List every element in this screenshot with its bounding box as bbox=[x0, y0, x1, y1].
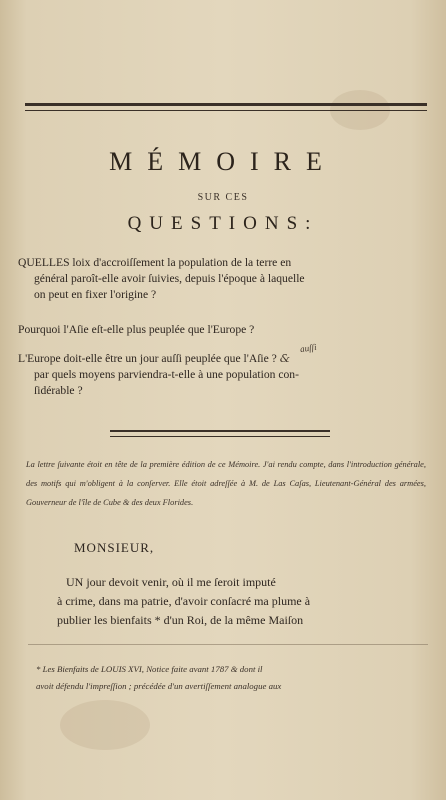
handwritten-annotation-aussi: auſſi bbox=[299, 341, 318, 355]
letter-body bbox=[57, 573, 427, 630]
subtitle-sur-ces: SUR CES bbox=[197, 192, 249, 203]
section-divider bbox=[110, 430, 330, 437]
paper-stain bbox=[60, 700, 150, 750]
top-rule-thin bbox=[25, 110, 427, 111]
letter-line-2: à crime, dans ma patrie, d'avoir conſacré ma plume à bbox=[57, 594, 311, 608]
footnote-line-1: * Les Bienfaits de LOUIS XVI, Notice faite avant 1787 & dont il bbox=[36, 664, 263, 674]
questions-heading: QUESTIONS: bbox=[127, 213, 319, 234]
letter-salutation: MONSIEUR, bbox=[74, 540, 155, 555]
question-3-line-2: par quels moyens parviendra-t-elle à une population con- bbox=[34, 368, 299, 381]
question-1-line-3: on peut en fixer l'origine ? bbox=[34, 288, 157, 301]
question-2 bbox=[18, 322, 428, 338]
footnote-line-2: avoit défendu l'impreſſion ; précédée d'un avertiſſement analogue aux bbox=[36, 681, 282, 691]
question-3-line-1: L'Europe doit-elle être un jour auſſi peuplée que l'Aſie ? bbox=[18, 352, 277, 365]
question-3-line-3: ſidérable ? bbox=[34, 384, 83, 397]
top-rule-thick bbox=[25, 103, 427, 106]
footnote-rule bbox=[28, 644, 428, 645]
editorial-note: La lettre ſuivante étoit en tête de la première édition de ce Mémoire. J'ai rendu compte, dans l'introduction générale, des motifs qui m'obligent à la conſerver. Elle étoit adreſſée à M. de Las Caſas, Lieutenant-Général des armées, Gouverneur de l'île de Cube & des deux Florides. bbox=[26, 460, 426, 507]
question-1-line-2: général paroît-elle avoir ſuivies, depuis l'époque à laquelle bbox=[34, 272, 305, 285]
handwritten-ampersand: & bbox=[279, 351, 291, 365]
question-1-line-1: QUELLES loix d'accroiſſement la population de la terre en bbox=[18, 256, 292, 269]
footnote bbox=[36, 661, 430, 695]
letter-line-3: publier les bienfaits * d'un Roi, de la même Maiſon bbox=[57, 613, 304, 627]
question-3 bbox=[18, 350, 428, 399]
letter-line-1: UN jour devoit venir, où il me ſeroit imputé bbox=[66, 575, 276, 589]
question-1 bbox=[18, 255, 428, 303]
page-title: MÉMOIRE bbox=[109, 147, 337, 176]
question-2-text: Pourquoi l'Aſie eſt-elle plus peuplée que l'Europe ? bbox=[18, 323, 255, 336]
